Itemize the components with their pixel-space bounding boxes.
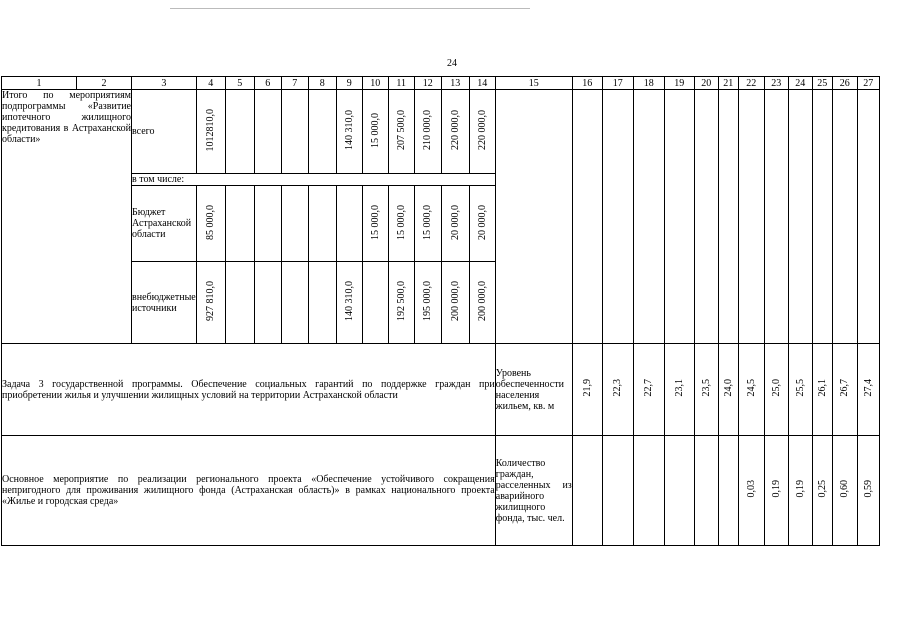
empty-cell [602,90,633,344]
task3-value-c18: 22,7 [633,344,664,436]
task3-text: Задача 3 государственной программы. Обеспечение социальных гарантий по поддержке граждан при приобретении жилья и улучшении жилищных условий на территории Астраханской области [2,344,496,436]
header-cell: 18 [633,77,664,90]
header-cell: 5 [225,77,254,90]
header-cell: 24 [788,77,812,90]
task3-value-c19: 23,1 [664,344,694,436]
empty-cell [764,90,788,344]
header-cell: 16 [572,77,602,90]
task3-indicator: Уровень обеспеченности населения жильем, кв. м [495,344,572,436]
header-cell: 20 [694,77,718,90]
task3-value-c24: 25,5 [788,344,812,436]
cell-budget-c4: 85 000,0 [196,186,225,262]
task3-value-c27: 27,4 [857,344,879,436]
header-cell: 19 [664,77,694,90]
header-cell: 10 [362,77,388,90]
subheading-label: в том числе: [132,174,496,186]
measure-value-c21 [718,436,738,546]
task3-value-c16: 21,9 [572,344,602,436]
task3-value-c25: 26,1 [812,344,832,436]
table-row-total [2,90,880,174]
measure-value-c20 [694,436,718,546]
empty-cell [788,90,812,344]
measure-value-c22: 0,03 [738,436,764,546]
header-cell: 25 [812,77,832,90]
empty-cell [254,262,281,344]
measure-value-c16 [572,436,602,546]
measure-value-c23: 0,19 [764,436,788,546]
cell-budget-c11: 15 000,0 [388,186,414,262]
cell-extra-c11: 192 500,0 [388,262,414,344]
top-rule [170,8,530,9]
measure-value-c24: 0,19 [788,436,812,546]
header-cell: 11 [388,77,414,90]
cell-extra-c12: 195 000,0 [414,262,441,344]
cell-total-c9: 140 310,0 [336,90,362,174]
header-cell: 6 [254,77,281,90]
header-cell: 8 [308,77,336,90]
empty-cell [633,90,664,344]
empty-cell [362,262,388,344]
measure-value-c17 [602,436,633,546]
empty-cell [281,186,308,262]
row-label-budget: Бюджет Астраханской области [132,186,197,262]
cell-budget-c14: 20 000,0 [469,186,495,262]
task3-value-c26: 26,7 [832,344,857,436]
cell-budget-c13: 20 000,0 [441,186,469,262]
empty-cell [738,90,764,344]
empty-cell [254,186,281,262]
task3-value-c20: 23,5 [694,344,718,436]
empty-cell [857,90,879,344]
header-cell: 9 [336,77,362,90]
cell-extra-c9: 140 310,0 [336,262,362,344]
block-title: Итого по мероприятиям подпрограммы «Развитие ипотечного жилищного кредитования в Астраханской области» [2,90,132,344]
cell-extra-c13: 200 000,0 [441,262,469,344]
cell-budget-c12: 15 000,0 [414,186,441,262]
header-cell: 13 [441,77,469,90]
task3-value-c21: 24,0 [718,344,738,436]
cell-budget-c10: 15 000,0 [362,186,388,262]
header-cell: 2 [77,77,132,90]
header-cell: 15 [495,77,572,90]
cell-total-c4: 1012810,0 [196,90,225,174]
empty-cell [254,90,281,174]
page-number: 24 [447,58,457,69]
measure-value-c19 [664,436,694,546]
header-cell: 3 [132,77,197,90]
header-cell: 7 [281,77,308,90]
empty-cell [225,262,254,344]
cell-total-c13: 220 000,0 [441,90,469,174]
measure-value-c18 [633,436,664,546]
header-cell: 17 [602,77,633,90]
measure-value-c26: 0,60 [832,436,857,546]
header-cell: 1 [2,77,77,90]
empty-cell [308,262,336,344]
empty-cell [225,90,254,174]
empty-cell [308,90,336,174]
header-cell: 4 [196,77,225,90]
header-cell: 14 [469,77,495,90]
empty-cell [694,90,718,344]
cell-extra-c14: 200 000,0 [469,262,495,344]
header-cell: 23 [764,77,788,90]
empty-cell [572,90,602,344]
task3-value-c23: 25,0 [764,344,788,436]
empty-cell [281,90,308,174]
cell-total-c14: 220 000,0 [469,90,495,174]
empty-cell [812,90,832,344]
empty-cell [308,186,336,262]
task3-value-c17: 22,3 [602,344,633,436]
header-row [2,77,880,90]
cell-total-c11: 207 500,0 [388,90,414,174]
empty-cell [495,90,572,344]
measure-indicator: Количество граждан, расселенных из аварийного жилищного фонда, тыс. чел. [495,436,572,546]
program-table [1,76,880,546]
measure-value-c25: 0,25 [812,436,832,546]
row-label-total: всего [132,90,197,174]
measure-value-c27: 0,59 [857,436,879,546]
measure-text: Основное мероприятие по реализации регионального проекта «Обеспечение устойчивого сокращения непригодного для проживания жилищного фонда (Астраханская область)» в рамках национального проекта «Жилье и городская среда» [2,436,496,546]
task3-value-c22: 24,5 [738,344,764,436]
header-cell: 12 [414,77,441,90]
row-label-extrabudget: внебюджетные источники [132,262,197,344]
header-cell: 27 [857,77,879,90]
header-cell: 21 [718,77,738,90]
empty-cell [225,186,254,262]
header-cell: 22 [738,77,764,90]
empty-cell [281,262,308,344]
empty-cell [336,186,362,262]
table-row-task3 [2,344,880,436]
empty-cell [664,90,694,344]
table-row-measure [2,436,880,546]
cell-extra-c4: 927 810,0 [196,262,225,344]
empty-cell [832,90,857,344]
header-cell: 26 [832,77,857,90]
cell-total-c10: 15 000,0 [362,90,388,174]
cell-total-c12: 210 000,0 [414,90,441,174]
empty-cell [718,90,738,344]
